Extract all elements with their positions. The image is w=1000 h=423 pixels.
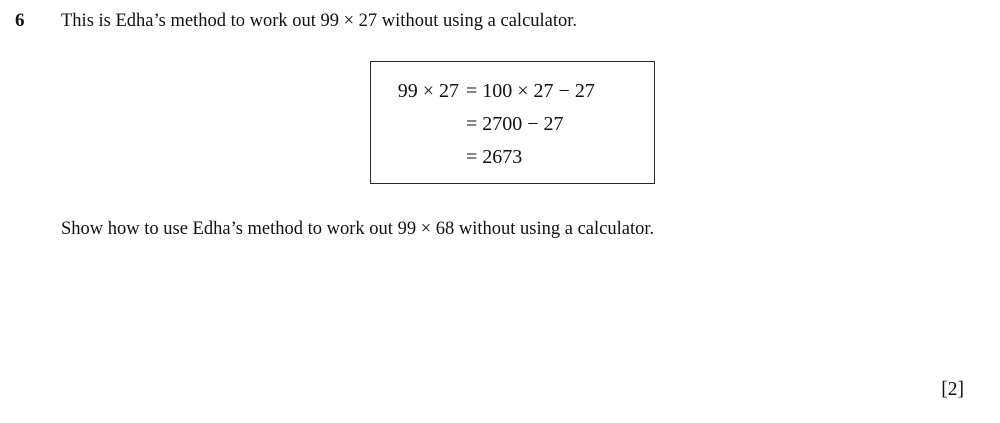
equation-lhs: 99 × 27 <box>397 80 459 102</box>
question-prompt-text: Show how to use Edha’s method to work out 99 × 68 without using a calculator. <box>61 219 655 239</box>
method-line <box>387 141 654 174</box>
method-line <box>387 75 654 108</box>
equation-rhs: = 2700 − 27 <box>466 113 564 135</box>
method-line <box>387 108 654 141</box>
method-box <box>370 61 655 184</box>
marks-label: [2] <box>941 379 964 400</box>
question-number: 6 <box>15 10 25 31</box>
question-intro-text: This is Edha’s method to work out 99 × 27 without using a calculator. <box>61 11 578 31</box>
equation-rhs: = 100 × 27 − 27 <box>466 80 595 102</box>
equation-rhs: = 2673 <box>466 146 523 168</box>
